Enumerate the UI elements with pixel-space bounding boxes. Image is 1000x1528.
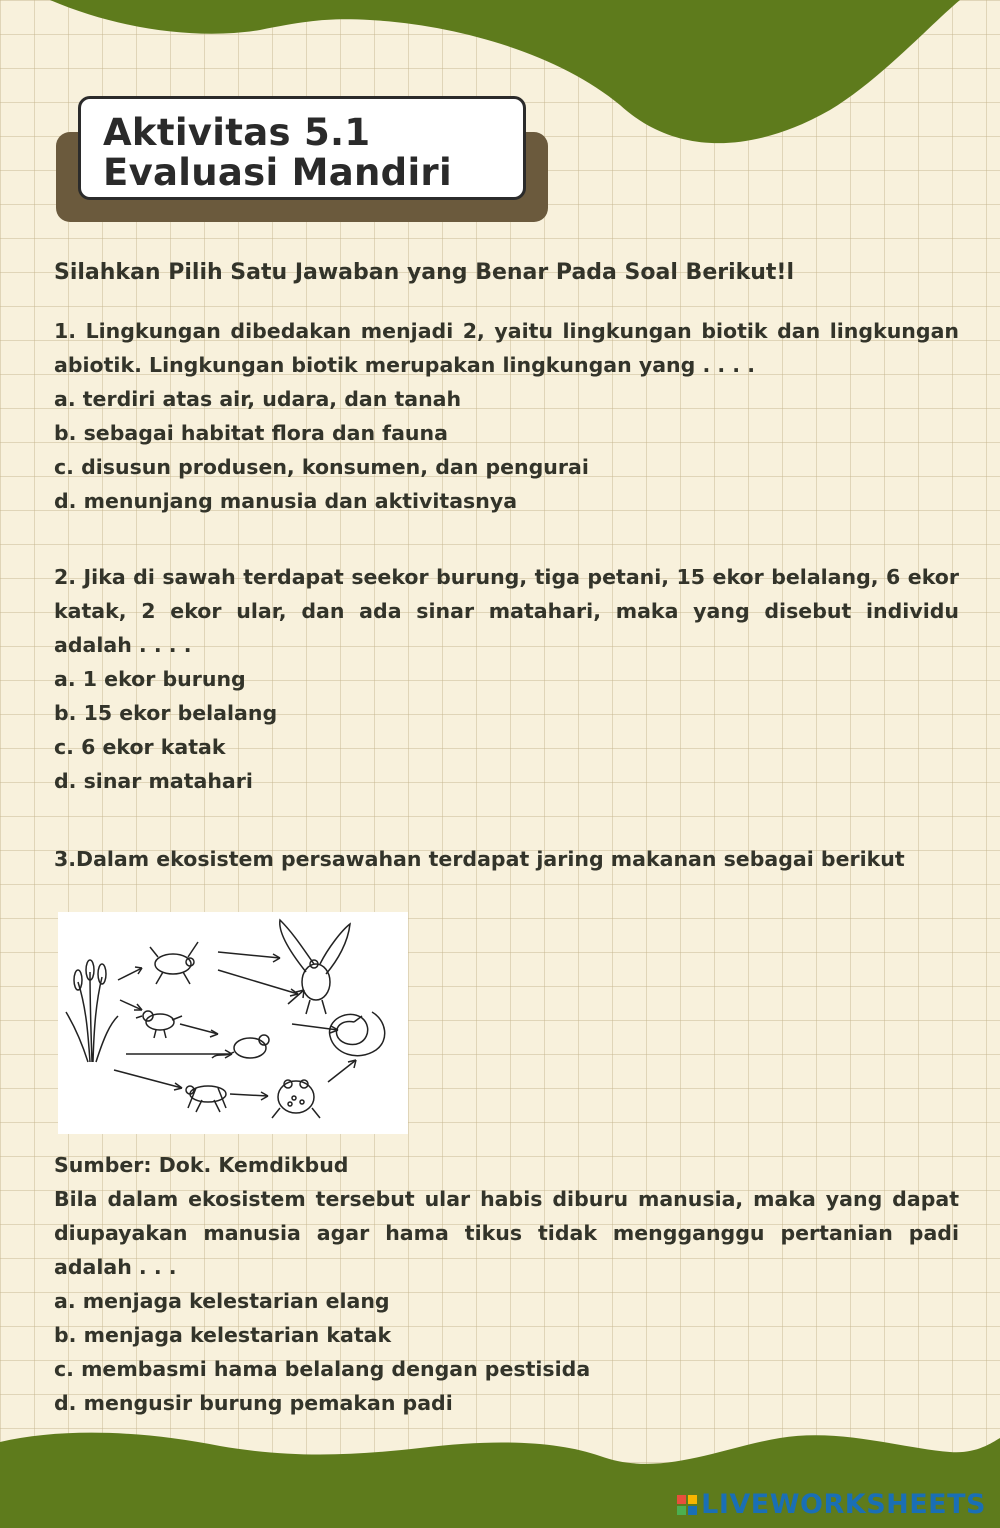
title-line-1: Aktivitas 5.1 xyxy=(103,111,371,154)
question-2-option-a[interactable]: a. 1 ekor burung xyxy=(54,667,246,691)
instruction: Silahkan Pilih Satu Jawaban yang Benar Pada Soal Berikut!l xyxy=(54,260,795,285)
question-2-option-c[interactable]: c. 6 ekor katak xyxy=(54,735,226,759)
question-1-option-a[interactable]: a. terdiri atas air, udara, dan tanah xyxy=(54,387,462,411)
question-2-text: 2. Jika di sawah terdapat seekor burung, tiga petani, 15 ekor belalang, 6 ekor katak, 2 ekor ular, dan ada sinar matahari, maka yang disebut individu adalah . . . . xyxy=(54,565,959,657)
question-3-option-a[interactable]: a. menjaga kelestarian elang xyxy=(54,1289,390,1313)
question-1-option-b[interactable]: b. sebagai habitat flora dan fauna xyxy=(54,421,448,445)
question-3-option-c[interactable]: c. membasmi hama belalang dengan pestisida xyxy=(54,1357,591,1381)
question-2-option-b[interactable]: b. 15 ekor belalang xyxy=(54,701,278,725)
liveworksheets-mark-icon xyxy=(677,1495,697,1515)
title-line-2: Evaluasi Mandiri xyxy=(103,151,452,194)
question-1-option-d[interactable]: d. menunjang manusia dan aktivitasnya xyxy=(54,489,518,513)
question-3 xyxy=(54,1148,959,1420)
question-1 xyxy=(54,314,959,518)
liveworksheets-text: LIVEWORKSHEETS xyxy=(701,1489,986,1520)
question-1-text: 1. Lingkungan dibedakan menjadi 2, yaitu lingkungan biotik dan lingkungan abiotik. Lingkungan biotik merupakan lingkungan yang . . . . xyxy=(54,319,959,377)
question-3-option-d[interactable]: d. mengusir burung pemakan padi xyxy=(54,1391,453,1415)
question-3-intro: 3.Dalam ekosistem persawahan terdapat jaring makanan sebagai berikut xyxy=(54,847,905,871)
food-web-figure xyxy=(58,912,408,1134)
question-1-option-c[interactable]: c. disusun produsen, konsumen, dan pengurai xyxy=(54,455,589,479)
liveworksheets-logo xyxy=(677,1489,986,1520)
question-3-option-b[interactable]: b. menjaga kelestarian katak xyxy=(54,1323,392,1347)
title-card xyxy=(78,96,526,200)
question-2 xyxy=(54,560,959,798)
question-2-option-d[interactable]: d. sinar matahari xyxy=(54,769,253,793)
question-3-source: Sumber: Dok. Kemdikbud xyxy=(54,1153,349,1177)
question-3-text: Bila dalam ekosistem tersebut ular habis diburu manusia, maka yang dapat diupayakan manusia agar hama tikus tidak mengganggu pertanian padi adalah . . . xyxy=(54,1187,959,1279)
